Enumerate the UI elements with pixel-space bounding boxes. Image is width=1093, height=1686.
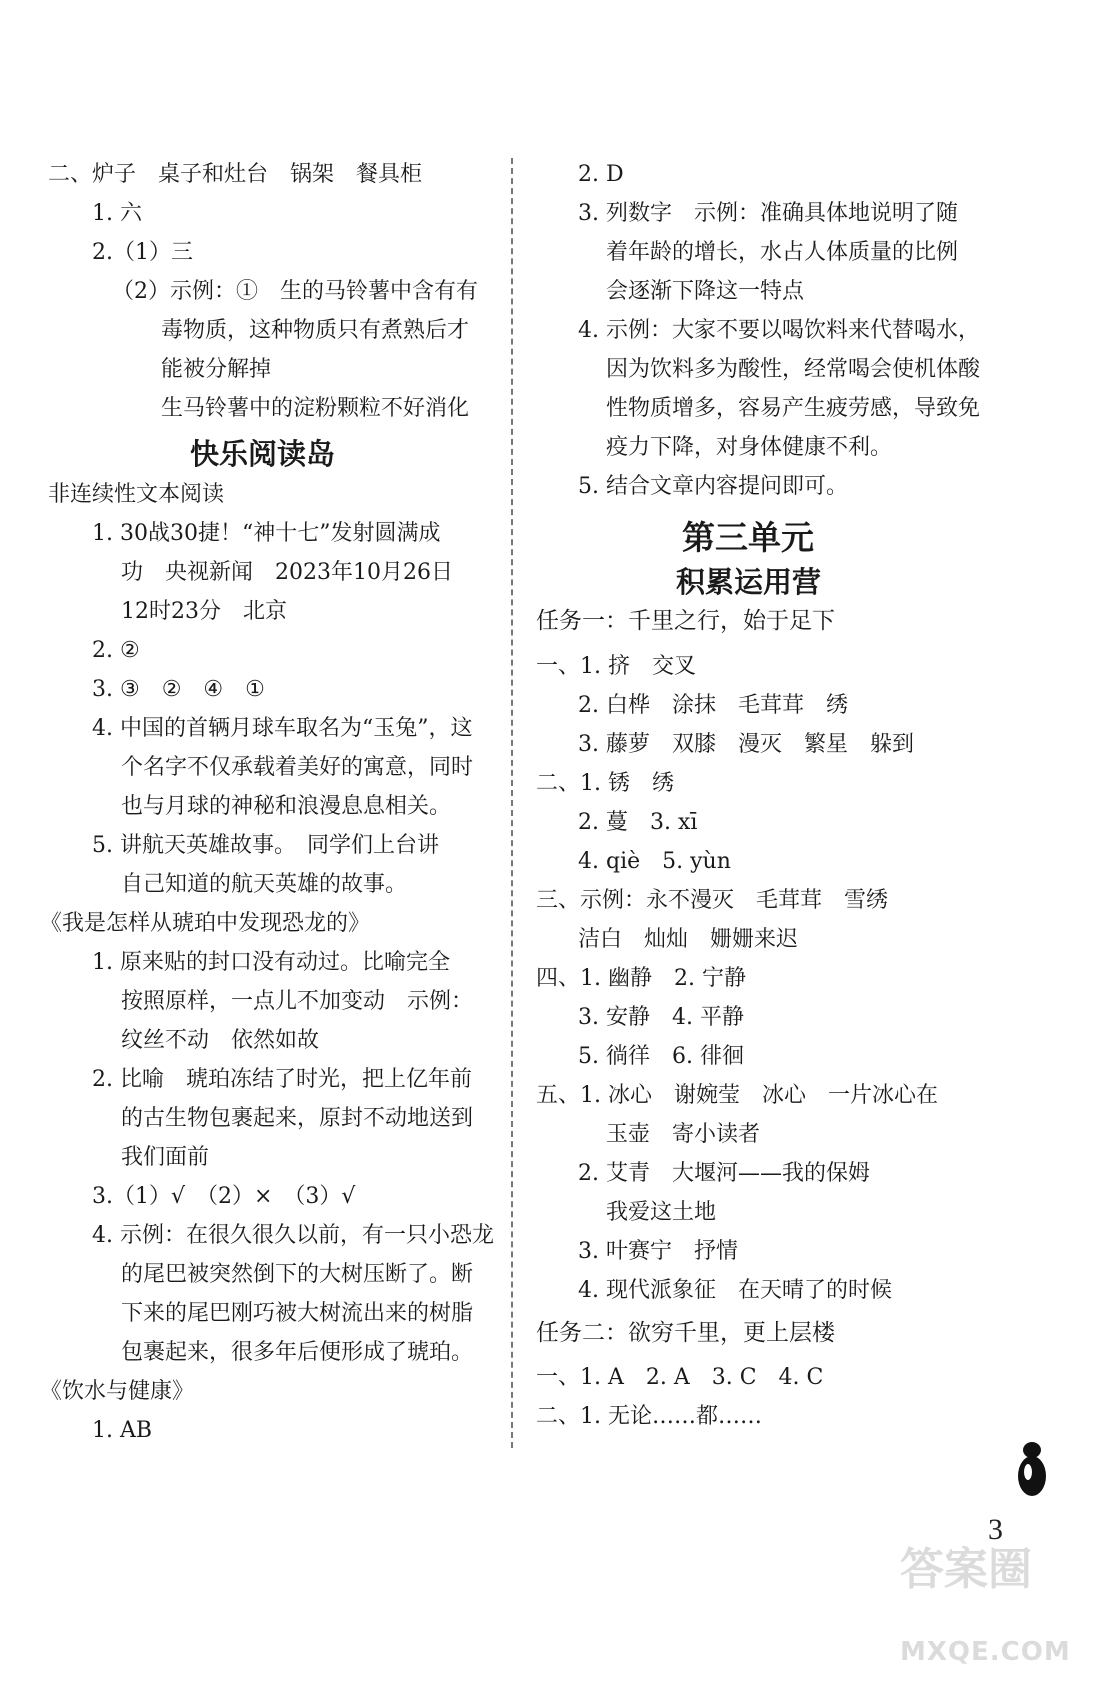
- answer-line: 自己知道的航天英雄的故事。: [121, 872, 408, 897]
- answer-line: 我爱这土地: [606, 1200, 717, 1225]
- answer-line: （2）示例：① 生的马铃薯中含有有: [112, 279, 478, 304]
- answer-line: 1. 六: [92, 201, 142, 226]
- answer-line: 5. 讲航天英雄故事。 同学们上台讲: [92, 833, 439, 858]
- answer-line: 的尾巴被突然倒下的大树压断了。断: [121, 1262, 474, 1287]
- answer-line: 1. AB: [92, 1418, 153, 1443]
- answer-line: 性物质增多，容易产生疲劳感，导致免: [606, 396, 981, 421]
- answer-line: 4. 中国的首辆月球车取名为“玉兔”，这: [92, 716, 473, 741]
- answer-line: 2. D: [578, 162, 624, 187]
- answer-line: 二、1. 锈 绣: [536, 771, 674, 796]
- answer-line: 疫力下降，对身体健康不利。: [606, 435, 893, 460]
- answer-line: 一、1. 挤 交叉: [536, 654, 696, 679]
- page-number: 3: [988, 1513, 1003, 1546]
- answer-line: 功 央视新闻 2023年10月26日: [121, 560, 453, 585]
- answer-line: 因为饮料多为酸性，经常喝会使机体酸: [606, 357, 981, 382]
- answer-line: 下来的尾巴刚巧被大树流出来的树脂: [121, 1301, 474, 1326]
- subsection-heading: 非连续性文本阅读: [48, 482, 225, 507]
- watermark: [900, 1495, 1071, 1686]
- answer-line: 3.（1）√ （2）× （3）√: [92, 1184, 356, 1209]
- answer-line: 洁白 灿灿 姗姗来迟: [578, 927, 799, 952]
- answer-line: 纹丝不动 依然如故: [121, 1028, 320, 1053]
- task-heading: 任务二：欲穷千里，更上层楼: [536, 1320, 835, 1346]
- answer-line: 二、炉子 桌子和灶台 锅架 餐具柜: [48, 162, 423, 187]
- answer-line: 4. qiè 5. yùn: [578, 849, 731, 874]
- task-heading: 任务一：千里之行，始于足下: [536, 608, 835, 634]
- answer-line: 能被分解掉: [161, 357, 272, 382]
- unit-title: 第三单元: [682, 518, 814, 557]
- answer-line: 四、1. 幽静 2. 宁静: [536, 966, 746, 991]
- answer-line: 包裹起来，很多年后便形成了琥珀。: [121, 1340, 474, 1365]
- answer-line: 1. 原来贴的封口没有动过。比喻完全: [92, 950, 450, 975]
- answer-line: 的古生物包裹起来，原封不动地送到: [121, 1106, 474, 1131]
- section-title: 快乐阅读岛: [190, 437, 336, 471]
- answer-line: 二、1. 无论……都……: [536, 1404, 762, 1429]
- answer-line: 2. 白桦 涂抹 毛茸茸 绣: [578, 693, 848, 718]
- answer-line: 4. 现代派象征 在天晴了的时候: [578, 1278, 892, 1303]
- answer-line: 3. ③ ② ④ ①: [92, 677, 265, 702]
- answer-line: 5. 结合文章内容提问即可。: [578, 474, 848, 499]
- answer-line: 玉壶 寄小读者: [606, 1122, 761, 1147]
- answer-line: 2. 艾青 大堰河——我的保姆: [578, 1161, 870, 1186]
- answer-line: 我们面前: [121, 1145, 210, 1170]
- watermark-logo-text: 答案圈: [900, 1544, 1032, 1595]
- answer-line: 会逐渐下降这一特点: [606, 279, 805, 304]
- answer-line: 5. 徜徉 6. 徘徊: [578, 1044, 744, 1069]
- answer-line: 2.（1）三: [92, 240, 193, 265]
- watermark-url: MXQE.COM: [900, 1637, 1071, 1667]
- subsection-heading: 《饮水与健康》: [40, 1379, 195, 1404]
- answer-line: 毒物质，这种物质只有煮熟后才: [161, 318, 470, 343]
- answer-line: 2. ②: [92, 638, 140, 663]
- answer-line: 2. 比喻 琥珀冻结了时光，把上亿年前: [92, 1067, 472, 1092]
- section-title: 积累运用营: [676, 565, 822, 599]
- answer-line: 也与月球的神秘和浪漫息息相关。: [121, 794, 452, 819]
- answer-line: 五、1. 冰心 谢婉莹 冰心 一片冰心在: [536, 1083, 938, 1108]
- answer-line: 着年龄的增长，水占人体质量的比例: [606, 240, 959, 265]
- column-divider: [511, 158, 513, 1448]
- answer-line: 1. 30战30捷！“神十七”发射圆满成: [92, 521, 441, 546]
- answer-line: 一、1. A 2. A 3. C 4. C: [536, 1365, 824, 1390]
- answer-line: 2. 蔓 3. xī: [578, 810, 698, 835]
- answer-line: 3. 藤萝 双膝 漫灭 繁星 躲到: [578, 732, 914, 757]
- answer-line: 4. 示例：在很久很久以前，有一只小恐龙: [92, 1223, 494, 1248]
- answer-line: 按照原样，一点儿不加变动 示例：: [121, 989, 474, 1014]
- answer-line: 3. 安静 4. 平静: [578, 1005, 744, 1030]
- answer-line: 三、示例：永不漫灭 毛茸茸 雪绣: [536, 888, 889, 913]
- answer-line: 4. 示例：大家不要以喝饮料来代替喝水，: [578, 318, 980, 343]
- answer-line: 3. 列数字 示例：准确具体地说明了随: [578, 201, 958, 226]
- answer-line: 生马铃薯中的淀粉颗粒不好消化: [161, 396, 470, 421]
- answer-line: 3. 叶赛宁 抒情: [578, 1239, 738, 1264]
- answer-line: 个名字不仅承载着美好的寓意，同时: [121, 755, 474, 780]
- subsection-heading: 《我是怎样从琥珀中发现恐龙的》: [40, 911, 371, 936]
- answer-line: 12时23分 北京: [121, 599, 287, 624]
